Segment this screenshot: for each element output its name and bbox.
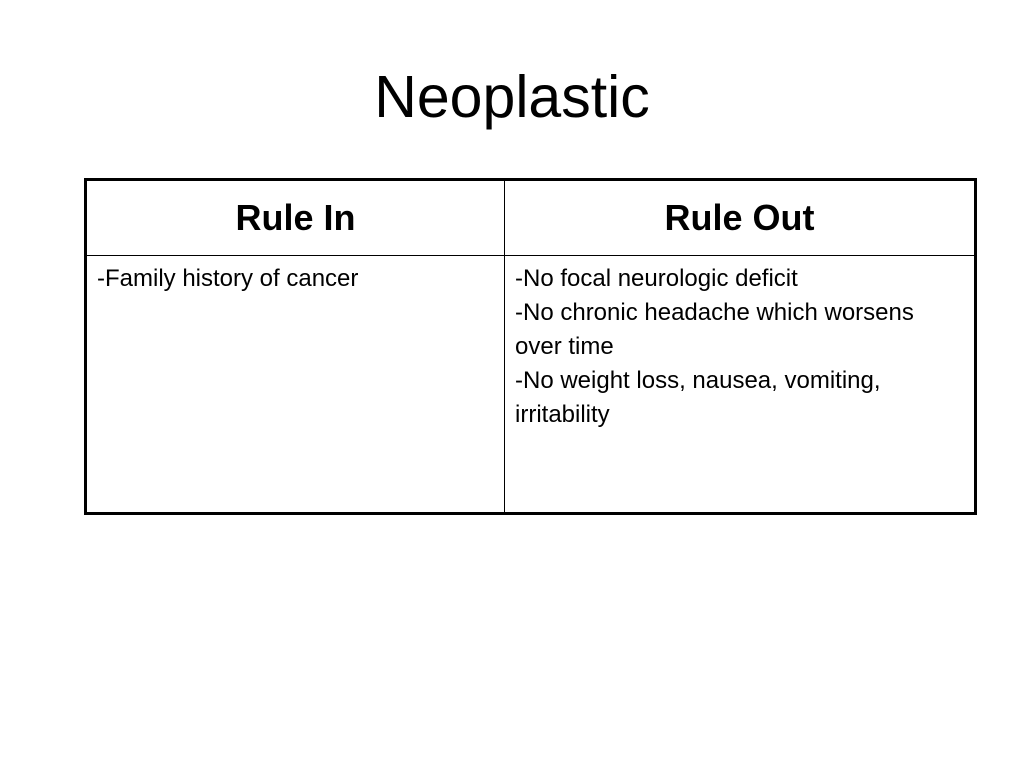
table-row <box>86 256 976 514</box>
slide-title: Neoplastic <box>374 64 650 130</box>
header-rule-in: Rule In <box>86 180 505 256</box>
rule-out-item: -No weight loss, nausea, vomiting, irritability <box>515 367 881 428</box>
rule-out-cell <box>505 256 976 514</box>
rule-in-item: -Family history of cancer <box>97 265 359 292</box>
rule-table <box>84 178 977 515</box>
header-row <box>86 180 976 256</box>
header-rule-out: Rule Out <box>505 180 976 256</box>
rule-out-item: -No chronic headache which worsens over time <box>515 299 914 360</box>
rule-out-item: -No focal neurologic deficit <box>515 265 798 292</box>
rule-in-cell <box>86 256 505 514</box>
